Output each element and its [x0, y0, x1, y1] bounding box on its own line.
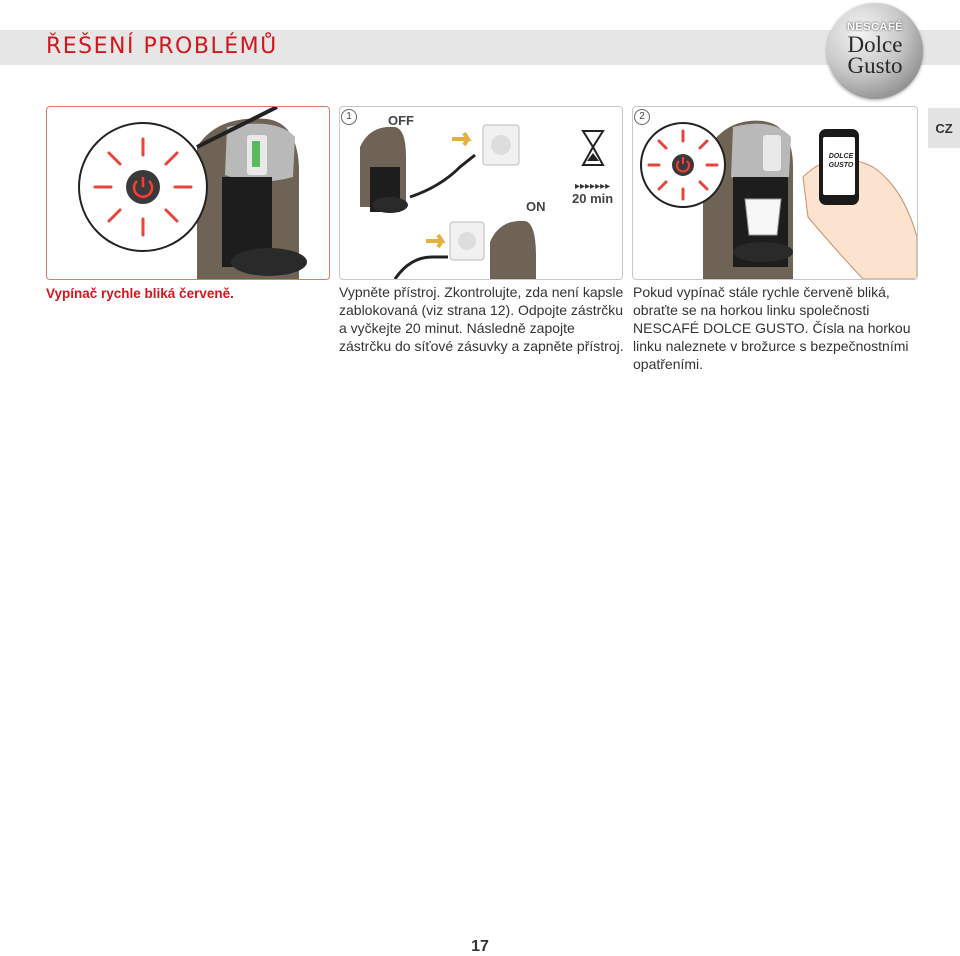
logo-gusto: Gusto — [847, 53, 903, 78]
language-tab: CZ — [928, 108, 960, 148]
duration-label: 20 min — [572, 191, 614, 206]
brand-logo — [827, 3, 923, 99]
on-label: ON — [526, 199, 546, 214]
blinking-light-illustration — [47, 107, 329, 279]
logo-dolce: Dolce — [847, 32, 903, 57]
phone-text-1: DOLCE — [828, 153, 854, 160]
svg-text:▸▸▸▸▸▸▸: ▸▸▸▸▸▸▸ — [575, 181, 611, 192]
panel-blinking-light — [46, 106, 330, 280]
page-number: 17 — [471, 938, 489, 955]
hotline-illustration — [633, 107, 917, 279]
page-title: ŘEŠENÍ PROBLÉMŮ — [46, 34, 278, 59]
phone-text-2: GUSTO — [828, 162, 854, 169]
step-number-1: 1 — [341, 109, 357, 125]
panel-hotline — [632, 106, 918, 280]
step-number-2: 2 — [634, 109, 650, 125]
caption-step-2: Pokud vypínač stále rychle červeně bliká, obraťte se na horkou linku společnosti NESCAFÉ DOLCE GUSTO. Čísla na horkou linku naleznete v brožurce s bezpečnostními opatřeními. — [633, 284, 911, 372]
panel-unplug-wait — [339, 106, 623, 280]
off-label: OFF — [388, 113, 414, 128]
caption-step-1: Vypněte přístroj. Zkontrolujte, zda není kapsle zablokovaná (viz strana 12). Odpojte zástrčku a vyčkejte 20 minut. Následně zapojte zástrčku do síťové zásuvky a zapněte přístroj. — [339, 284, 624, 354]
logo-brand: NESCAFÉ — [846, 21, 904, 33]
hourglass-icon — [583, 131, 603, 165]
caption-step-0: Vypínač rychle bliká červeně. — [46, 286, 234, 301]
